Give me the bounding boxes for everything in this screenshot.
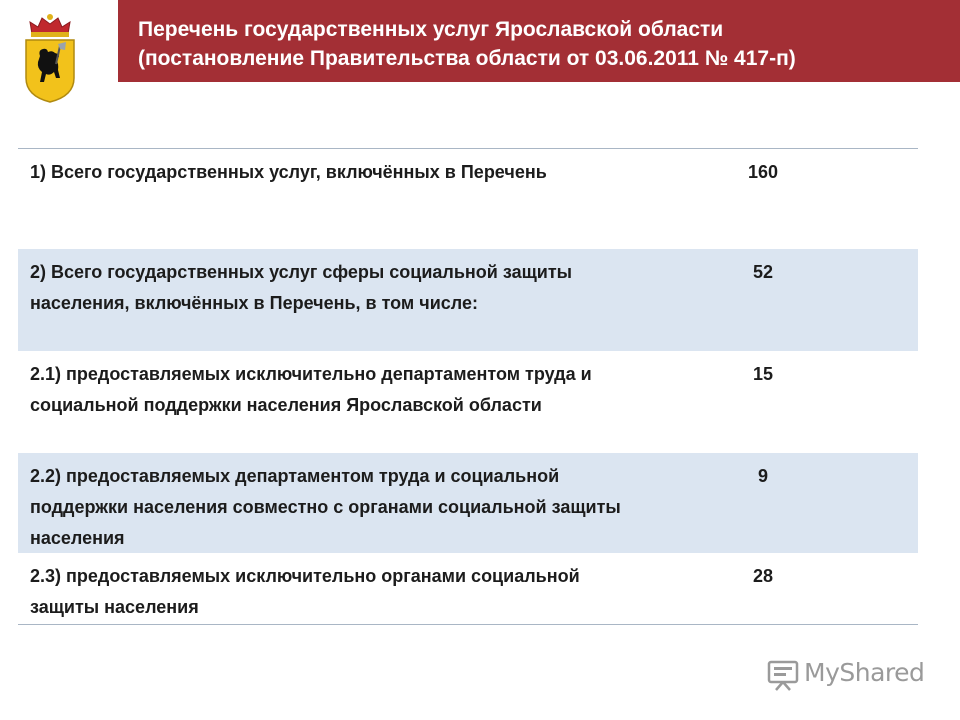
- table-row: [18, 149, 918, 249]
- watermark-text: MyShared: [804, 658, 925, 687]
- row-label: 2) Всего государственных услуг сферы социальной защиты населения, включённых в Перечень, в том числе:: [30, 262, 573, 313]
- row-value: 15: [752, 364, 774, 384]
- row-value: 9: [757, 466, 768, 486]
- row-value: 52: [752, 262, 774, 282]
- table-row: [18, 249, 918, 351]
- page-subtitle: (постановление Правительства области от 03.06.2011 № 417-п): [138, 47, 796, 70]
- services-table: [18, 148, 918, 625]
- table-row: [18, 351, 918, 453]
- row-label: 2.1) предоставляемых исключительно департаментом труда и социальной поддержки населения Ярославской области: [30, 364, 592, 415]
- row-label: 1) Всего государственных услуг, включённых в Перечень: [30, 162, 547, 182]
- row-value: 28: [752, 566, 774, 586]
- crown-icon: [30, 14, 70, 37]
- row-label: 2.2) предоставляемых департаментом труда и социальной поддержки населения совместно с органами социальной защиты населения: [30, 466, 621, 548]
- coat-of-arms-icon: [22, 12, 78, 104]
- table-row: [18, 453, 918, 553]
- header-banner: [118, 0, 960, 82]
- projector-icon: [766, 658, 800, 692]
- page-title: Перечень государственных услуг Ярославской области: [138, 18, 724, 41]
- table-row: [18, 553, 918, 624]
- row-label: 2.3) предоставляемых исключительно органами социальной защиты населения: [30, 566, 580, 617]
- row-value: 160: [747, 162, 779, 182]
- watermark: [766, 656, 936, 692]
